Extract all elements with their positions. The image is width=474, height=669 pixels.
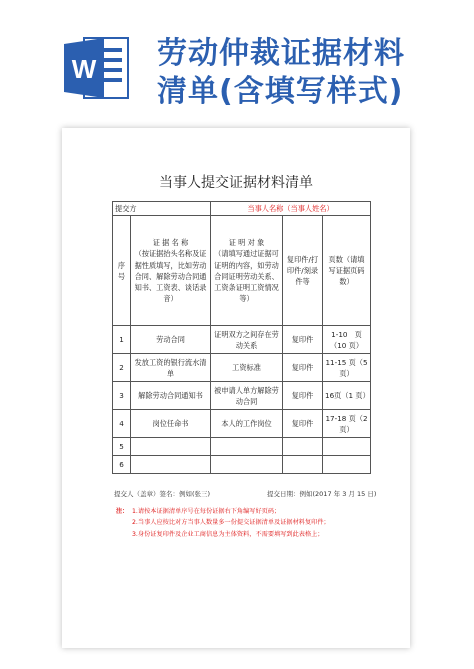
row-seq: 3 bbox=[113, 382, 131, 410]
row-seq: 4 bbox=[113, 410, 131, 438]
row-proof-object bbox=[211, 456, 283, 474]
row-pages: 11-15 页（5 页） bbox=[323, 354, 371, 382]
object-header bbox=[211, 216, 283, 326]
row-evidence-name: 发放工资的银行流水清单 bbox=[131, 354, 211, 382]
row-pages: 16页（1 页） bbox=[323, 382, 371, 410]
page-header bbox=[0, 0, 474, 115]
name-header-note: （按证据抬头名称及证据性质填写，比如劳动合同、解除劳动合同通知书、工资表、谈话录音） bbox=[134, 249, 207, 303]
row-pages: 17-18 页（2 页） bbox=[323, 410, 371, 438]
submitter-row bbox=[113, 202, 371, 216]
svg-text:W: W bbox=[71, 54, 97, 84]
table-row bbox=[113, 456, 371, 474]
row-pages: 1-10 页（10 页） bbox=[323, 326, 371, 354]
notes-label: 注： bbox=[116, 508, 129, 515]
seq-header: 序号 bbox=[113, 216, 131, 326]
row-proof-object: 工资标准 bbox=[211, 354, 283, 382]
page-title-line-1: 劳动仲裁证据材料 bbox=[157, 36, 405, 71]
document-title: 当事人提交证据材料清单 bbox=[159, 175, 313, 191]
table-row bbox=[113, 382, 371, 410]
word-doc-icon bbox=[64, 36, 130, 100]
row-copy-type bbox=[283, 438, 323, 456]
row-seq: 2 bbox=[113, 354, 131, 382]
row-seq: 6 bbox=[113, 456, 131, 474]
submitter-signature: 提交人（盖章）签名：例如(张三) bbox=[114, 490, 211, 498]
page-title-line-2: 清单(含填写样式) bbox=[157, 74, 404, 109]
evidence-table bbox=[112, 201, 371, 474]
submission-date: 提交日期：例如(2017 年 3 月 15 日) bbox=[267, 490, 377, 498]
table-row bbox=[113, 410, 371, 438]
row-evidence-name: 解除劳动合同通知书 bbox=[131, 382, 211, 410]
row-copy-type: 复印件 bbox=[283, 382, 323, 410]
row-copy-type: 复印件 bbox=[283, 326, 323, 354]
row-proof-object: 被申请人单方解除劳动合同 bbox=[211, 382, 283, 410]
object-header-title: 证 明 对 象 bbox=[228, 238, 265, 248]
row-copy-type: 复印件 bbox=[283, 410, 323, 438]
row-proof-object bbox=[211, 438, 283, 456]
copy-type-header: 复印件/打印件/刻录件等 bbox=[283, 216, 323, 326]
row-copy-type: 复印件 bbox=[283, 354, 323, 382]
row-proof-object: 证明双方之间存在劳动关系 bbox=[211, 326, 283, 354]
row-evidence-name: 岗位任命书 bbox=[131, 410, 211, 438]
note-item: 1.请按本证据清单序号在每份证据右下角编写好页码； bbox=[132, 508, 281, 515]
document-page bbox=[62, 128, 410, 648]
row-seq: 1 bbox=[113, 326, 131, 354]
row-copy-type bbox=[283, 456, 323, 474]
header-row bbox=[113, 216, 371, 326]
submitter-value: 当事人名称（当事人姓名） bbox=[211, 202, 371, 216]
submitter-label: 提交方 bbox=[113, 202, 211, 216]
row-evidence-name: 劳动合同 bbox=[131, 326, 211, 354]
row-pages bbox=[323, 456, 371, 474]
notes-section bbox=[116, 506, 386, 540]
table-row bbox=[113, 438, 371, 456]
row-seq: 5 bbox=[113, 438, 131, 456]
note-item: 3.身份证复印件及企业工商信息为主体资料，不需要填写到此表格上； bbox=[132, 530, 324, 538]
table-row bbox=[113, 326, 371, 354]
row-evidence-name bbox=[131, 456, 211, 474]
row-pages bbox=[323, 438, 371, 456]
table-row bbox=[113, 354, 371, 382]
row-proof-object: 本人的工作岗位 bbox=[211, 410, 283, 438]
pages-header: 页数（请填写证据页码数） bbox=[323, 216, 371, 326]
object-header-note: （请填写通过证据可证明的内容，如劳动合同证明劳动关系、工资条证明工资情况等） bbox=[214, 249, 279, 303]
row-evidence-name bbox=[131, 438, 211, 456]
note-item: 2.当事人应按比对方当事人数量多一份提交证据清单及证据材料复印件； bbox=[132, 519, 330, 527]
name-header bbox=[131, 216, 211, 326]
name-header-title: 证 据 名 称 bbox=[152, 238, 189, 248]
